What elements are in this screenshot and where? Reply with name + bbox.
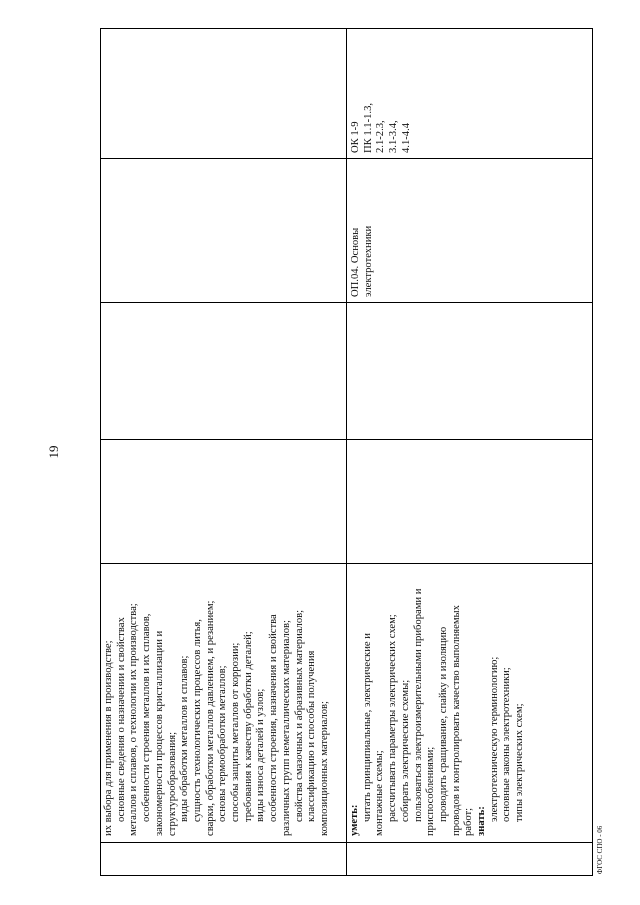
materials-knowledge-list (103, 570, 332, 836)
text-line: основные сведения о назначении и свойствах (115, 617, 127, 822)
text-line: закономерности процессов кристаллизации и (153, 630, 165, 836)
competency-code: 3.1-3.4, (388, 120, 400, 153)
text-line: собирать электрические схемы; (399, 679, 411, 822)
rotated-table-container (100, 29, 592, 876)
table-row-electrotechnics (347, 29, 593, 876)
text-line: способы защиты металлов от коррозии; (230, 642, 242, 822)
text-line: основные законы электротехники; (501, 667, 513, 822)
competency-code: ПК 1.1-1.3, (362, 102, 374, 153)
text-line: особенности строения металлов и их сплавов, (141, 613, 153, 822)
text-line: уметь: (349, 804, 360, 836)
text-line: рассчитывать параметры электрических схем; (387, 614, 399, 822)
index-cell (101, 843, 347, 876)
skills-knowledge-list (349, 570, 527, 836)
text-line: требования к качеству обработки деталей; (242, 631, 254, 822)
index-cell (347, 843, 593, 876)
text-line: структурообразования; (166, 731, 178, 836)
footer-standard-code: ФГОС СПО - 06 (596, 825, 604, 875)
discipline-name: электротехники (362, 225, 374, 297)
table-row-materials (101, 29, 347, 876)
hours-cell (347, 440, 593, 564)
text-line: сварки, обработки металлов давлением, и резанием; (204, 600, 216, 836)
text-line: классификацию и способы получения (306, 650, 318, 822)
competency-codes-list (350, 34, 414, 153)
text-line: пользоваться электроизмерительными приборами и (412, 588, 424, 822)
text-line: проводов и контролировать качество выполняемых (450, 605, 462, 836)
hours-cell (347, 303, 593, 440)
text-line: металлов и сплавов, о технологии их производства; (128, 603, 140, 836)
text-line: проводить сращивание, спайку и изоляцию (437, 626, 449, 822)
text-line: композиционных материалов; (318, 701, 330, 836)
text-line: особенности строения, назначения и свойства (268, 614, 280, 822)
text-line: читать принципиальные, электрические и (361, 633, 373, 822)
text-line: основы термообработки металлов; (217, 665, 229, 822)
discipline-cell (101, 159, 347, 303)
text-line: знать: (476, 806, 488, 836)
text-line: типы электрических схем; (514, 703, 526, 822)
text-line: электротехническую терминологию; (488, 656, 500, 822)
text-line: виды износа деталей и узлов; (255, 688, 267, 822)
text-line: различных групп неметаллических материалов; (280, 620, 292, 836)
materials-knowledge-cell (101, 564, 347, 843)
text-line: сущность технологических процессов литья, (191, 619, 203, 822)
hours-cell (101, 303, 347, 440)
text-line: их выбора для применения в производстве; (103, 640, 114, 836)
text-line: работ; (463, 807, 475, 836)
text-line: виды обработки металлов и сплавов; (179, 655, 191, 822)
curriculum-table (100, 28, 593, 876)
discipline-cell (347, 159, 593, 303)
page-number: 19 (46, 445, 61, 459)
discipline-code: ОП.04. Основы (350, 227, 361, 297)
hours-cell (101, 440, 347, 564)
document-sheet (100, 29, 592, 876)
skills-knowledge-cell (347, 564, 593, 843)
competency-code: 2.1-2.3, (375, 120, 387, 153)
text-line: свойства смазочных и абразивных материалов; (293, 609, 305, 822)
competency-codes-cell (101, 29, 347, 159)
competency-codes-cell (347, 29, 593, 159)
competency-code: ОК 1-9 (350, 121, 361, 153)
text-line: приспособлениями; (425, 746, 437, 836)
competency-code: 4.1-4.4 (400, 122, 412, 153)
text-line: монтажные схемы; (374, 750, 386, 836)
